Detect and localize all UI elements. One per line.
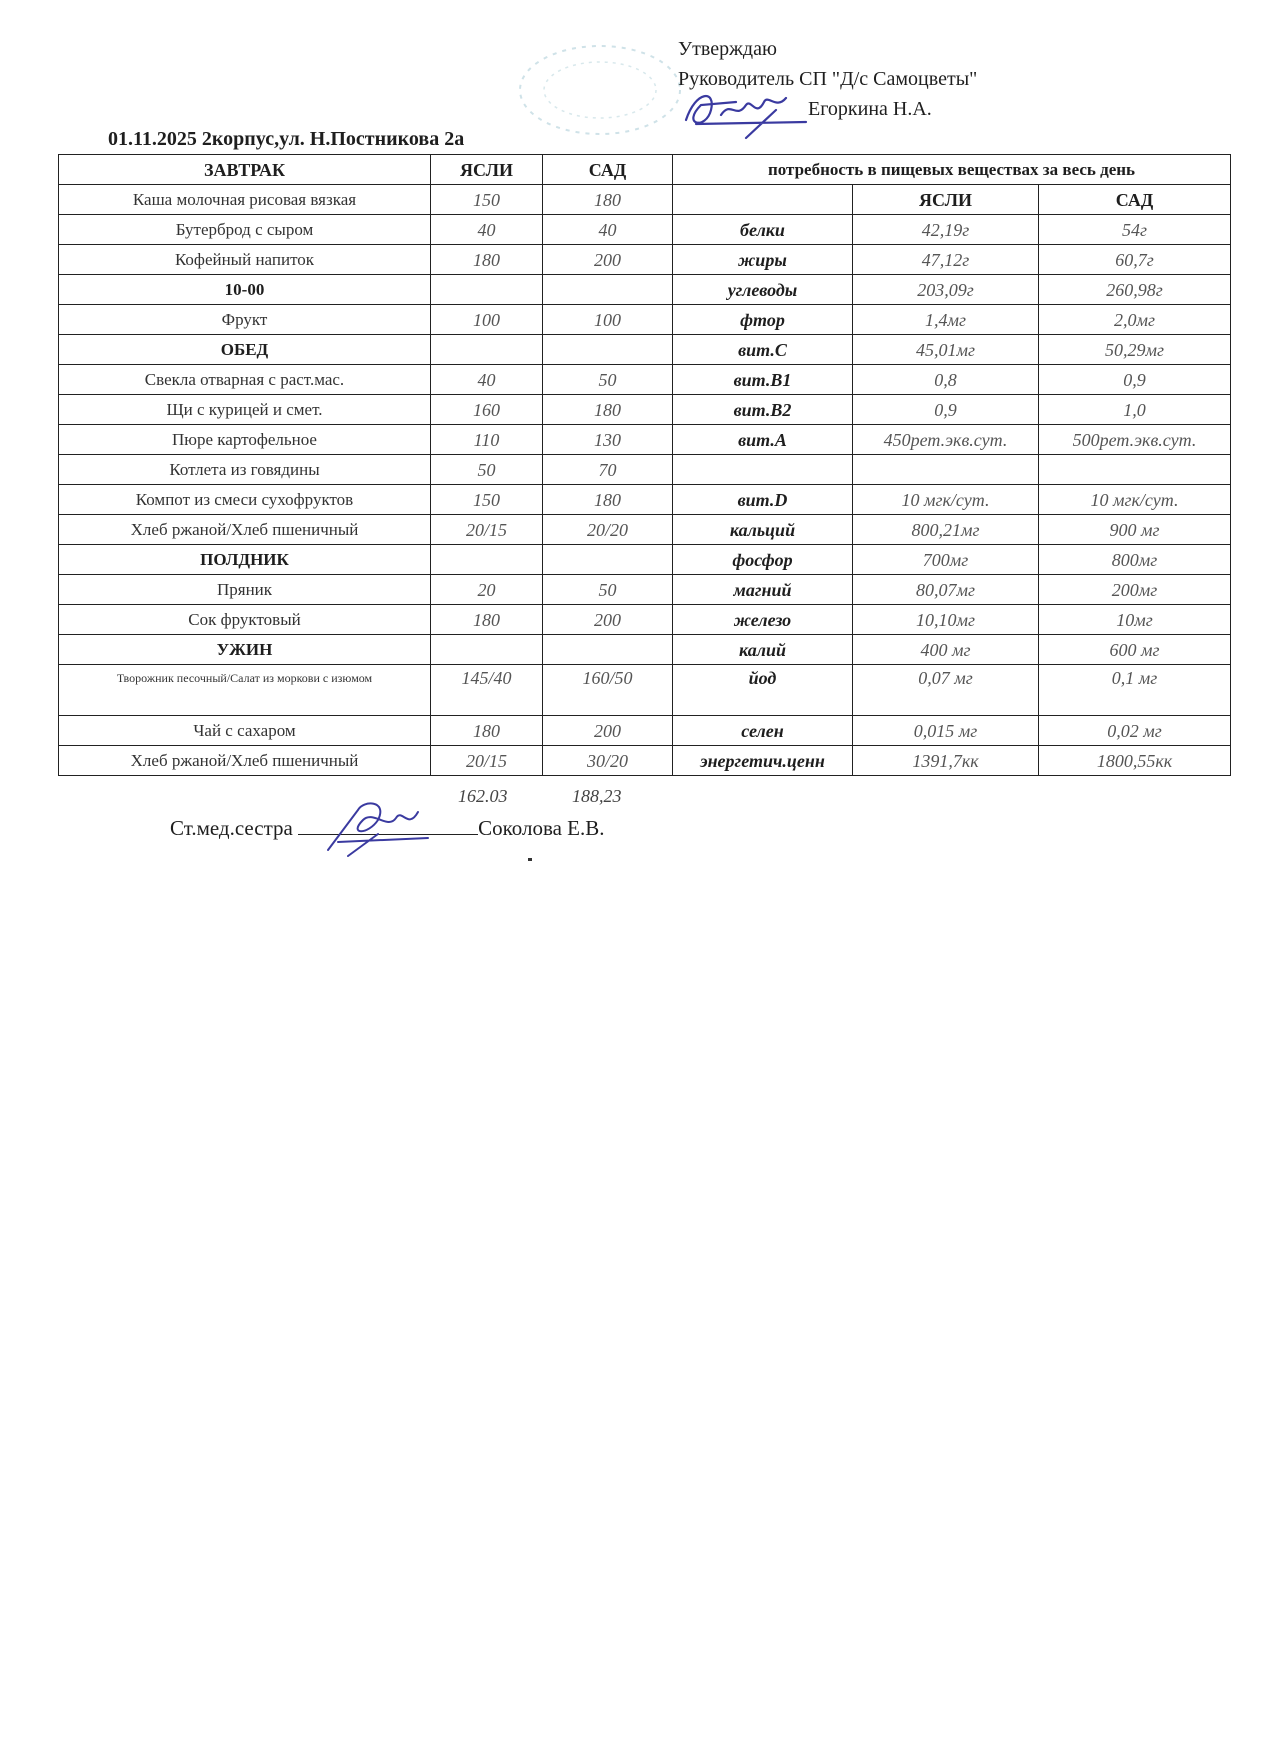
garden-portion-cell: 40 — [543, 215, 673, 245]
nutrient-garden-cell: 200мг — [1039, 575, 1231, 605]
garden-portion-cell: 200 — [543, 716, 673, 746]
nutrient-cell: вит.В1 — [673, 365, 853, 395]
garden-portion-cell: 180 — [543, 185, 673, 215]
nutrient-cell: вит.С — [673, 335, 853, 365]
dish-cell: Котлета из говядины — [59, 455, 431, 485]
page-title: 01.11.2025 2корпус,ул. Н.Постникова 2а — [108, 128, 465, 150]
table-row — [59, 746, 1231, 776]
table-row — [59, 305, 1231, 335]
nutrient-nursery-cell: 450рет.экв.сут. — [853, 425, 1039, 455]
nutrient-cell: вит.D — [673, 485, 853, 515]
nursery-portion-cell: 180 — [431, 716, 543, 746]
garden-portion-cell: 200 — [543, 605, 673, 635]
dish-cell: Щи с курицей и смет. — [59, 395, 431, 425]
nurse-signature — [318, 790, 438, 860]
garden-portion-cell: 160/50 — [543, 665, 673, 716]
nutrient-garden-cell: 10мг — [1039, 605, 1231, 635]
nutrient-nursery-cell: 80,07мг — [853, 575, 1039, 605]
nutrient-garden-cell: 260,98г — [1039, 275, 1231, 305]
dish-cell: Пюре картофельное — [59, 425, 431, 455]
table-row — [59, 545, 1231, 575]
nursery-portion-cell: 180 — [431, 605, 543, 635]
nursery-portion-cell: 150 — [431, 485, 543, 515]
nursery-portion-cell: 110 — [431, 425, 543, 455]
nutrient-nursery-cell: 0,8 — [853, 365, 1039, 395]
dish-cell: Пряник — [59, 575, 431, 605]
nursery-portion-cell — [431, 335, 543, 365]
garden-portion-cell: 70 — [543, 455, 673, 485]
nursery-portion-cell: 100 — [431, 305, 543, 335]
garden-portion-cell: 200 — [543, 245, 673, 275]
nutrient-nursery-cell: 800,21мг — [853, 515, 1039, 545]
nutrient-nursery-cell: 400 мг — [853, 635, 1039, 665]
total-garden: 188,23 — [572, 786, 622, 806]
garden-portion-cell — [543, 635, 673, 665]
nursery-portion-cell: 160 — [431, 395, 543, 425]
garden-portion-cell: 180 — [543, 395, 673, 425]
dish-cell: Фрукт — [59, 305, 431, 335]
nursery-portion-cell: 20 — [431, 575, 543, 605]
nurse-role: Ст.мед.сестра — [170, 816, 293, 840]
stamp-image — [510, 30, 690, 140]
nutrient-garden-cell: 900 мг — [1039, 515, 1231, 545]
nutrient-garden-cell: 1,0 — [1039, 395, 1231, 425]
dish-cell: ОБЕД — [59, 335, 431, 365]
nutrient-garden-cell: 0,1 мг — [1039, 665, 1231, 716]
table-row — [59, 716, 1231, 746]
dish-cell: УЖИН — [59, 635, 431, 665]
table-row — [59, 515, 1231, 545]
nursery-portion-cell: 20/15 — [431, 746, 543, 776]
nutrient-cell: фосфор — [673, 545, 853, 575]
table-row — [59, 215, 1231, 245]
nutrient-nursery-cell: 1,4мг — [853, 305, 1039, 335]
garden-portion-cell: 30/20 — [543, 746, 673, 776]
garden-portion-cell: 100 — [543, 305, 673, 335]
table-row — [59, 245, 1231, 275]
header-garden: САД — [543, 155, 673, 185]
garden-portion-cell: 180 — [543, 485, 673, 515]
nutrient-garden-cell: 10 мгк/сут. — [1039, 485, 1231, 515]
nutrient-garden-cell: 500рет.экв.сут. — [1039, 425, 1231, 455]
nursery-portion-cell: 150 — [431, 185, 543, 215]
table-row — [59, 485, 1231, 515]
nutrient-nursery-cell: 0,07 мг — [853, 665, 1039, 716]
nutrient-garden-cell: 54г — [1039, 215, 1231, 245]
nutrient-cell: вит.В2 — [673, 395, 853, 425]
table-row — [59, 575, 1231, 605]
dish-cell: Свекла отварная с раст.мас. — [59, 365, 431, 395]
nutrient-cell — [673, 185, 853, 215]
scan-speck — [528, 858, 532, 861]
nutrient-cell: селен — [673, 716, 853, 746]
menu-table — [58, 154, 1231, 776]
director-signature — [676, 80, 816, 140]
table-row — [59, 335, 1231, 365]
nursery-portion-cell: 145/40 — [431, 665, 543, 716]
nursery-portion-cell: 20/15 — [431, 515, 543, 545]
nursery-portion-cell: 40 — [431, 365, 543, 395]
nutrient-cell: белки — [673, 215, 853, 245]
nutrient-nursery-cell: 0,015 мг — [853, 716, 1039, 746]
dish-cell: Сок фруктовый — [59, 605, 431, 635]
dish-cell: Творожник песочный/Салат из моркови с изюмом — [59, 665, 431, 716]
nutrient-cell — [673, 455, 853, 485]
nutrient-cell: кальций — [673, 515, 853, 545]
table-row — [59, 635, 1231, 665]
garden-portion-cell: 130 — [543, 425, 673, 455]
nursery-portion-cell — [431, 275, 543, 305]
nutrient-cell: углеводы — [673, 275, 853, 305]
nutrient-cell: йод — [673, 665, 853, 716]
nutrient-garden-cell: 600 мг — [1039, 635, 1231, 665]
garden-portion-cell: 50 — [543, 575, 673, 605]
nutrient-cell: энергетич.ценн — [673, 746, 853, 776]
nutrient-nursery-cell: 700мг — [853, 545, 1039, 575]
garden-portion-cell — [543, 335, 673, 365]
nutrient-nursery-cell: 10,10мг — [853, 605, 1039, 635]
garden-portion-cell: 50 — [543, 365, 673, 395]
garden-portion-cell: 20/20 — [543, 515, 673, 545]
nutrient-nursery-cell: 42,19г — [853, 215, 1039, 245]
table-row — [59, 275, 1231, 305]
dish-cell: Компот из смеси сухофруктов — [59, 485, 431, 515]
nursery-portion-cell: 50 — [431, 455, 543, 485]
table-row — [59, 185, 1231, 215]
nutrient-garden-cell: 0,9 — [1039, 365, 1231, 395]
dish-cell: Хлеб ржаной/Хлеб пшеничный — [59, 746, 431, 776]
table-row — [59, 365, 1231, 395]
nutrient-garden-cell: 1800,55кк — [1039, 746, 1231, 776]
nursery-portion-cell: 40 — [431, 215, 543, 245]
approval-position: Руководитель СП "Д/с Самоцветы" — [678, 68, 978, 90]
needs-header-nursery: ЯСЛИ — [853, 185, 1039, 215]
nutrient-nursery-cell: 45,01мг — [853, 335, 1039, 365]
header-nursery: ЯСЛИ — [431, 155, 543, 185]
table-row — [59, 455, 1231, 485]
approval-title: Утверждаю — [678, 38, 777, 60]
dish-cell: 10-00 — [59, 275, 431, 305]
table-header-row — [59, 155, 1231, 185]
nutrient-nursery-cell — [853, 455, 1039, 485]
dish-cell: Каша молочная рисовая вязкая — [59, 185, 431, 215]
dish-cell: Хлеб ржаной/Хлеб пшеничный — [59, 515, 431, 545]
nutrient-cell: фтор — [673, 305, 853, 335]
nutrient-nursery-cell: 47,12г — [853, 245, 1039, 275]
garden-portion-cell — [543, 545, 673, 575]
nurse-name: Соколова Е.В. — [478, 816, 605, 840]
header-meal: ЗАВТРАК — [59, 155, 431, 185]
table-row — [59, 605, 1231, 635]
nutrient-cell: вит.А — [673, 425, 853, 455]
approval-signer-name: Егоркина Н.А. — [808, 98, 932, 120]
nutrient-cell: железо — [673, 605, 853, 635]
nutrient-garden-cell: 0,02 мг — [1039, 716, 1231, 746]
header-needs: потребность в пищевых веществах за весь день — [673, 155, 1231, 185]
nutrient-garden-cell: 800мг — [1039, 545, 1231, 575]
nutrient-cell: жиры — [673, 245, 853, 275]
nursery-portion-cell — [431, 635, 543, 665]
nutrient-nursery-cell: 1391,7кк — [853, 746, 1039, 776]
nutrient-garden-cell: 60,7г — [1039, 245, 1231, 275]
nutrient-cell: калий — [673, 635, 853, 665]
table-row — [59, 395, 1231, 425]
nutrient-cell: магний — [673, 575, 853, 605]
total-nursery: 162.03 — [458, 786, 508, 806]
nursery-portion-cell: 180 — [431, 245, 543, 275]
nutrient-garden-cell — [1039, 455, 1231, 485]
nutrient-nursery-cell: 203,09г — [853, 275, 1039, 305]
dish-cell: Бутерброд с сыром — [59, 215, 431, 245]
dish-cell: Кофейный напиток — [59, 245, 431, 275]
table-row — [59, 425, 1231, 455]
nutrient-nursery-cell: 10 мгк/сут. — [853, 485, 1039, 515]
nutrient-garden-cell: 50,29мг — [1039, 335, 1231, 365]
dish-cell: Чай с сахаром — [59, 716, 431, 746]
nursery-portion-cell — [431, 545, 543, 575]
needs-header-garden: САД — [1039, 185, 1231, 215]
garden-portion-cell — [543, 275, 673, 305]
nutrient-nursery-cell: 0,9 — [853, 395, 1039, 425]
nutrient-garden-cell: 2,0мг — [1039, 305, 1231, 335]
dish-cell: ПОЛДНИК — [59, 545, 431, 575]
table-row — [59, 665, 1231, 716]
